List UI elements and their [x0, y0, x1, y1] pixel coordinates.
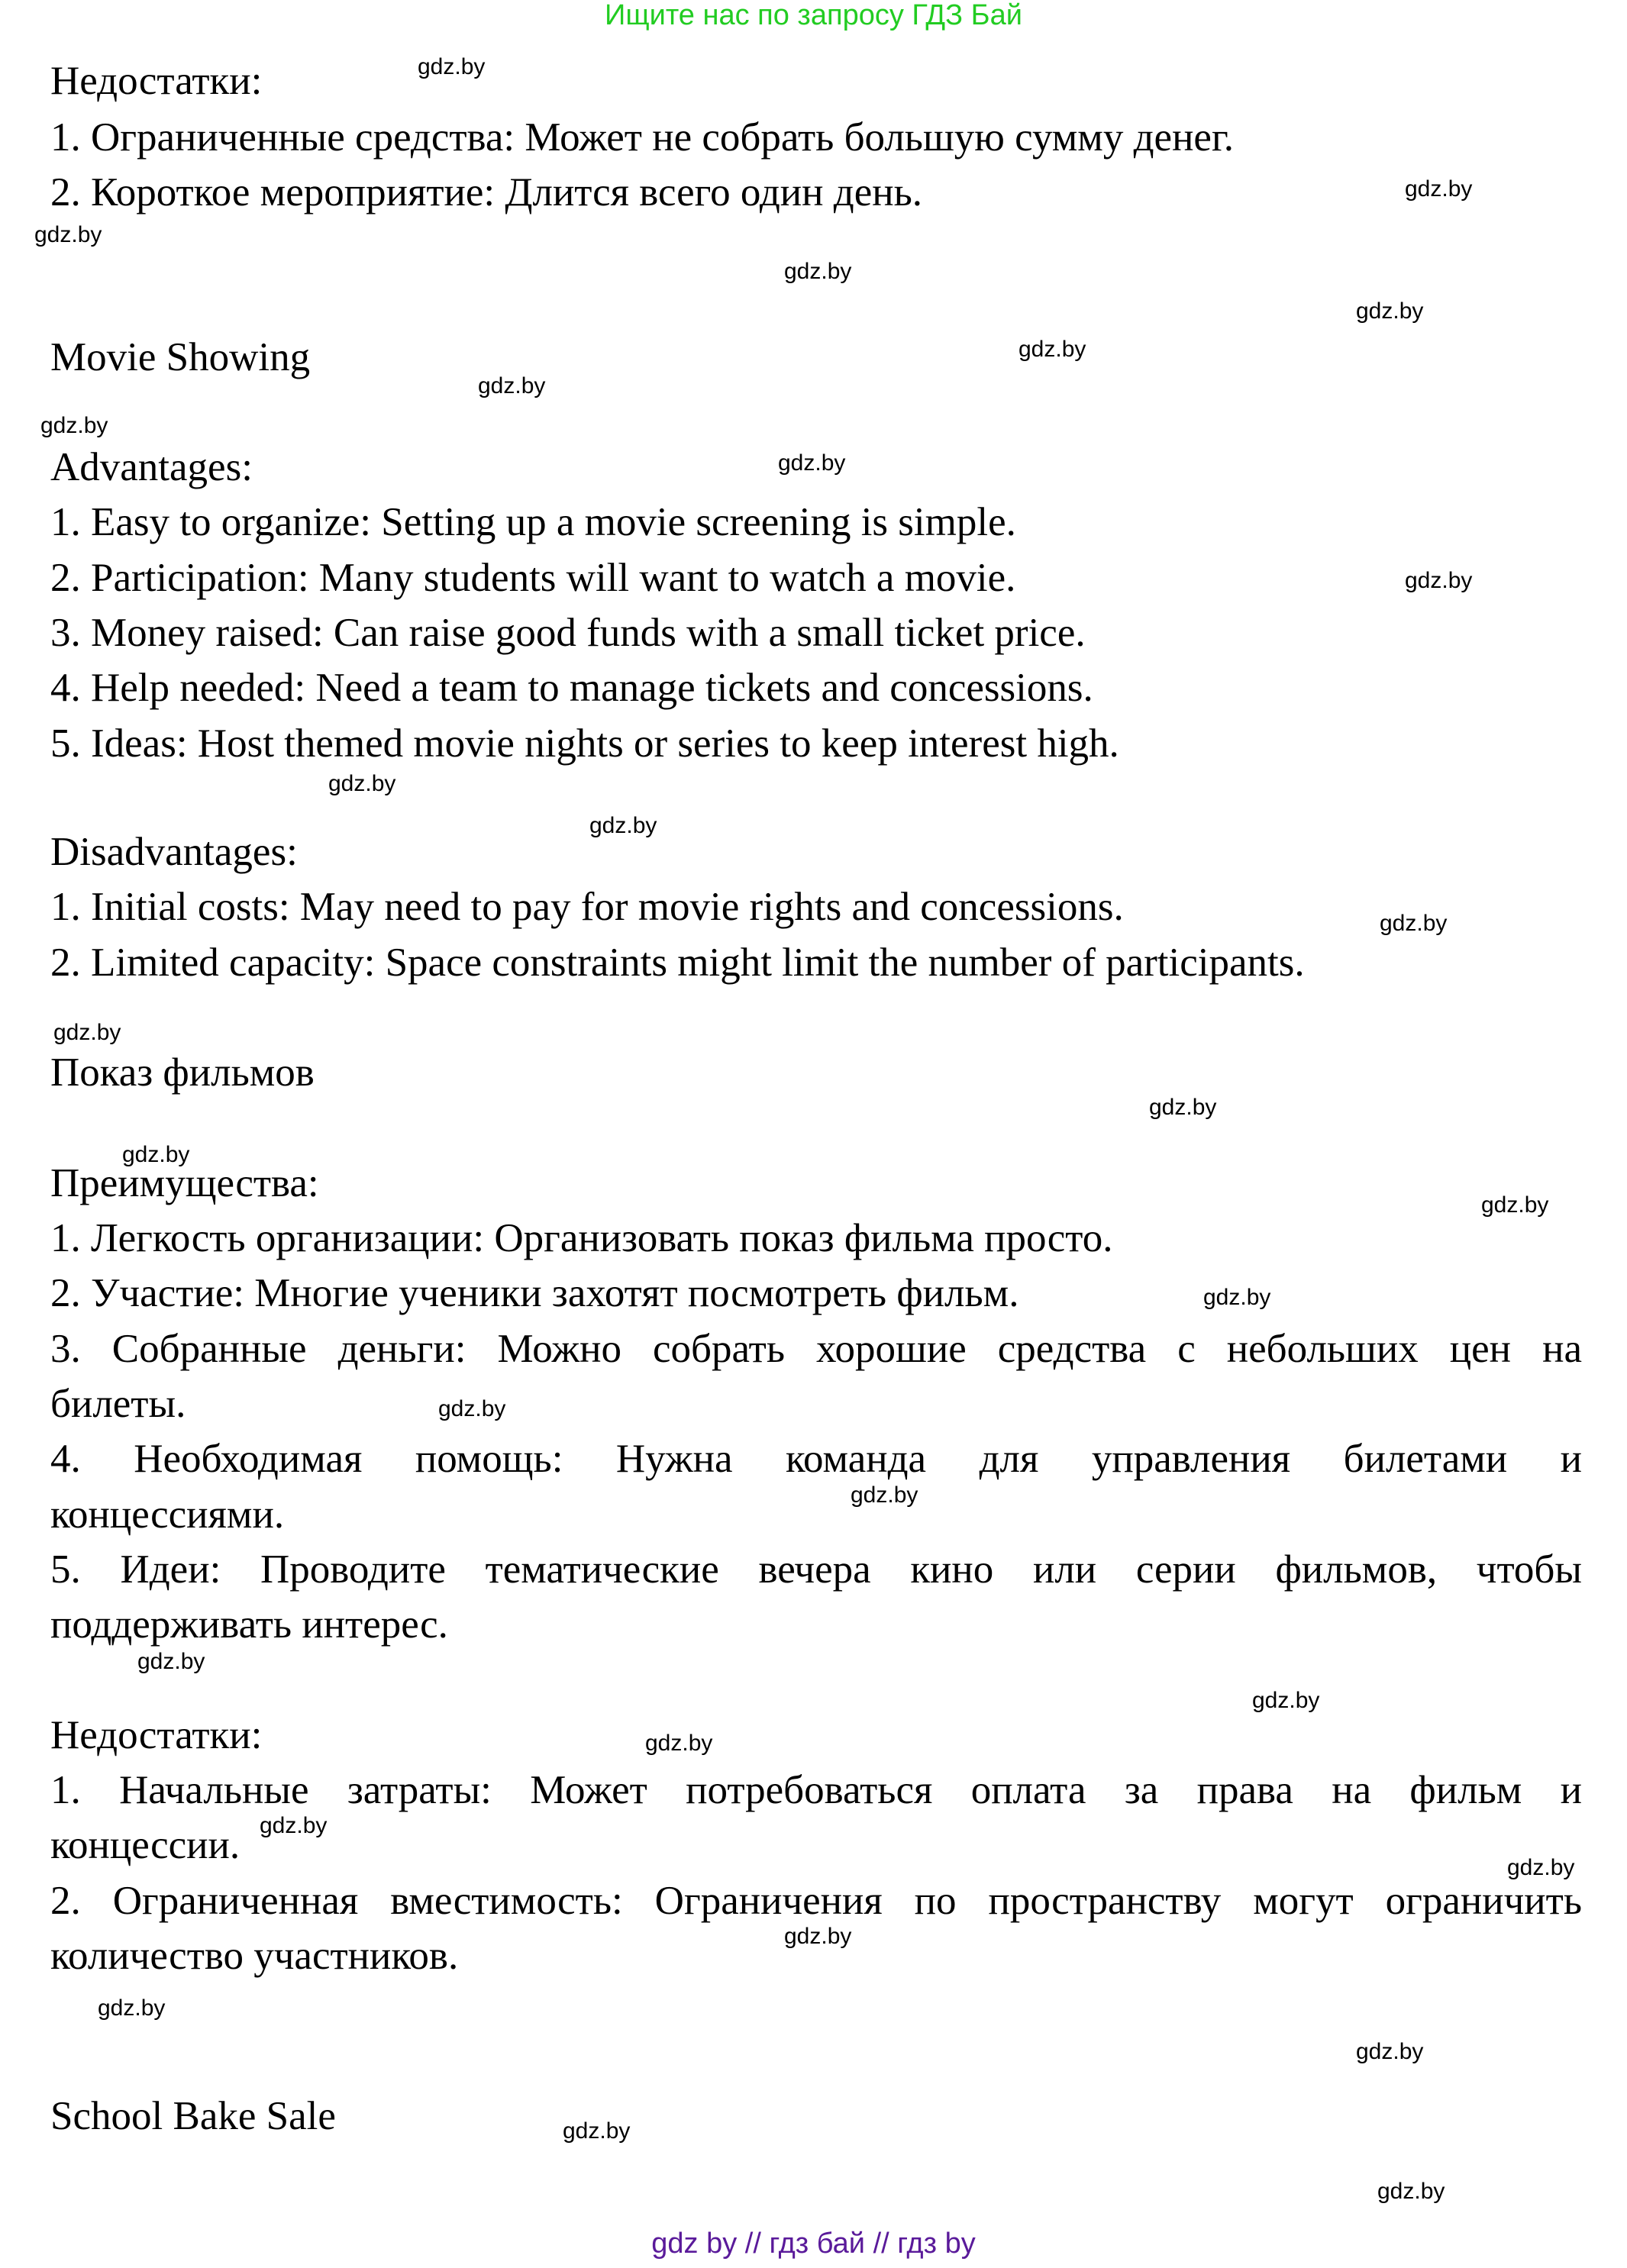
watermark: gdz.by [1252, 1688, 1320, 1713]
watermark: gdz.by [1203, 1285, 1271, 1310]
watermark: gdz.by [645, 1731, 713, 1756]
watermark: gdz.by [328, 771, 396, 796]
watermark: gdz.by [1507, 1855, 1575, 1880]
list-item: 1. Easy to organize: Setting up a movie screening is simple. [50, 500, 1016, 544]
watermark: gdz.by [851, 1482, 918, 1508]
section-heading: Преимущества: [50, 1161, 319, 1205]
watermark: gdz.by [1405, 176, 1473, 202]
footer-links: gdz by // гдз бай // гдз by [651, 2228, 976, 2260]
watermark: gdz.by [784, 259, 852, 284]
list-item: 5. Идеи: Проводите тематические вечера кино или серии фильмов, чтобы [50, 1547, 1582, 1592]
watermark: gdz.by [563, 2118, 631, 2144]
list-item: 3. Собранные деньги: Можно собрать хорошие средства с небольших цен на [50, 1327, 1582, 1371]
section-heading: Недостатки: [50, 59, 263, 103]
watermark: gdz.by [40, 413, 108, 438]
watermark: gdz.by [1356, 298, 1424, 324]
list-item: 4. Help needed: Need a team to manage tickets and concessions. [50, 666, 1093, 710]
watermark: gdz.by [1149, 1095, 1217, 1120]
topic-title: School Bake Sale [50, 2094, 336, 2138]
watermark: gdz.by [438, 1396, 506, 1421]
watermark: gdz.by [589, 813, 657, 838]
topic-title: Movie Showing [50, 335, 311, 379]
list-item-continuation: концессиями. [50, 1492, 285, 1537]
list-item: 3. Money raised: Can raise good funds with a small ticket price. [50, 611, 1086, 655]
section-heading: Advantages: [50, 445, 253, 489]
topic-title: Показ фильмов [50, 1050, 315, 1095]
list-item: 2. Participation: Many students will want to watch a movie. [50, 556, 1016, 600]
list-item: 2. Limited capacity: Space constraints might limit the number of participants. [50, 940, 1305, 985]
watermark: gdz.by [478, 373, 546, 398]
list-item: 1. Легкость организации: Организовать показ фильма просто. [50, 1216, 1113, 1260]
list-item: 2. Короткое мероприятие: Длится всего один день. [50, 170, 923, 215]
list-item-continuation: билеты. [50, 1382, 186, 1426]
watermark: gdz.by [778, 450, 846, 476]
watermark: gdz.by [418, 54, 486, 79]
watermark: gdz.by [1356, 2039, 1424, 2064]
watermark: gdz.by [260, 1813, 328, 1838]
watermark: gdz.by [122, 1142, 190, 1167]
list-item: 5. Ideas: Host themed movie nights or series to keep interest high. [50, 721, 1119, 766]
watermark: gdz.by [1481, 1192, 1549, 1218]
list-item-continuation: поддерживать интерес. [50, 1602, 448, 1647]
list-item: 4. Необходимая помощь: Нужна команда для управления билетами и [50, 1437, 1582, 1481]
watermark: gdz.by [34, 222, 102, 247]
list-item-continuation: концессии. [50, 1823, 240, 1867]
watermark: gdz.by [1377, 2179, 1445, 2204]
watermark: gdz.by [98, 1995, 166, 2021]
list-item: 1. Ограниченные средства: Может не собрать большую сумму денег. [50, 115, 1234, 160]
watermark: gdz.by [1018, 337, 1086, 362]
watermark: gdz.by [1405, 568, 1473, 593]
list-item-continuation: количество участников. [50, 1934, 459, 1978]
watermark: gdz.by [53, 1020, 121, 1045]
section-heading: Недостатки: [50, 1713, 263, 1757]
watermark: gdz.by [137, 1649, 205, 1674]
section-heading: Disadvantages: [50, 830, 298, 874]
list-item: 1. Начальные затраты: Может потребоваться оплата за права на фильм и [50, 1768, 1582, 1812]
list-item: 2. Ограниченная вместимость: Ограничения по пространству могут ограничить [50, 1879, 1582, 1923]
watermark: gdz.by [784, 1924, 852, 1949]
list-item: 1. Initial costs: May need to pay for movie rights and concessions. [50, 885, 1124, 929]
watermark: gdz.by [1380, 911, 1448, 936]
search-banner: Ищите нас по запросу ГДЗ Бай [605, 0, 1022, 31]
list-item: 2. Участие: Многие ученики захотят посмотреть фильм. [50, 1271, 1019, 1315]
